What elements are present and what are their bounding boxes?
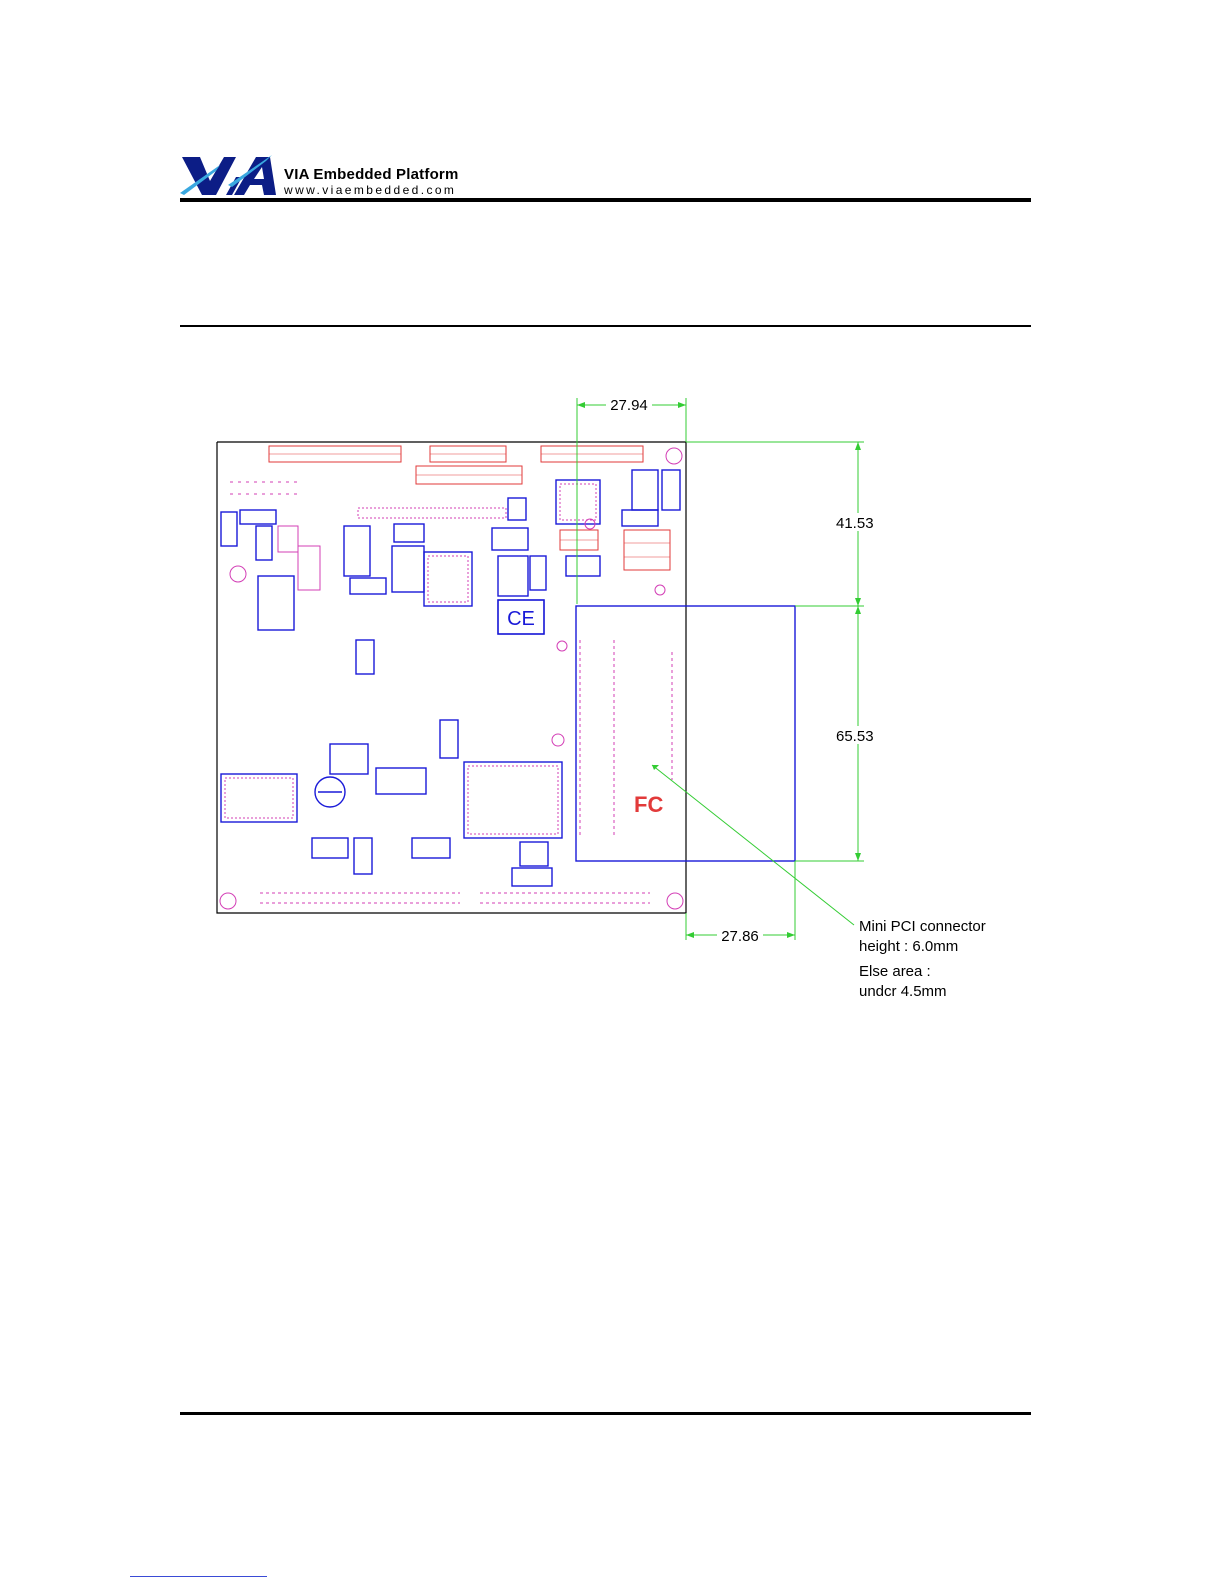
- brand-url: www.viaembedded.com: [284, 183, 457, 197]
- header-pins: [269, 454, 670, 557]
- callout-note: [859, 918, 986, 1000]
- dimension-arrows: [577, 402, 861, 938]
- dim-top-width: 27.94: [610, 397, 648, 414]
- dim-upper-height: 41.53: [836, 515, 874, 532]
- brand-title: VIA Embedded Platform: [284, 166, 459, 183]
- dimension-lines: [577, 398, 864, 940]
- fcc-mark-text: FC: [634, 792, 664, 817]
- callout-line-2: height : 6.0mm: [859, 938, 959, 955]
- fcc-mark: [634, 792, 663, 817]
- ce-mark: [498, 600, 544, 634]
- blue-components: [221, 470, 680, 886]
- ce-mark-text: CE: [507, 608, 535, 630]
- callout-line-1: Mini PCI connector: [859, 918, 986, 935]
- battery-symbol: [315, 777, 345, 807]
- dim-card-overhang: 27.86: [721, 928, 759, 945]
- board-outline: [217, 442, 686, 913]
- callout-line-3: Else area :: [859, 963, 931, 980]
- magenta-pads: [220, 448, 683, 909]
- callout-line-4: undcr 4.5mm: [859, 983, 947, 1000]
- dim-card-height: 65.53: [836, 728, 874, 745]
